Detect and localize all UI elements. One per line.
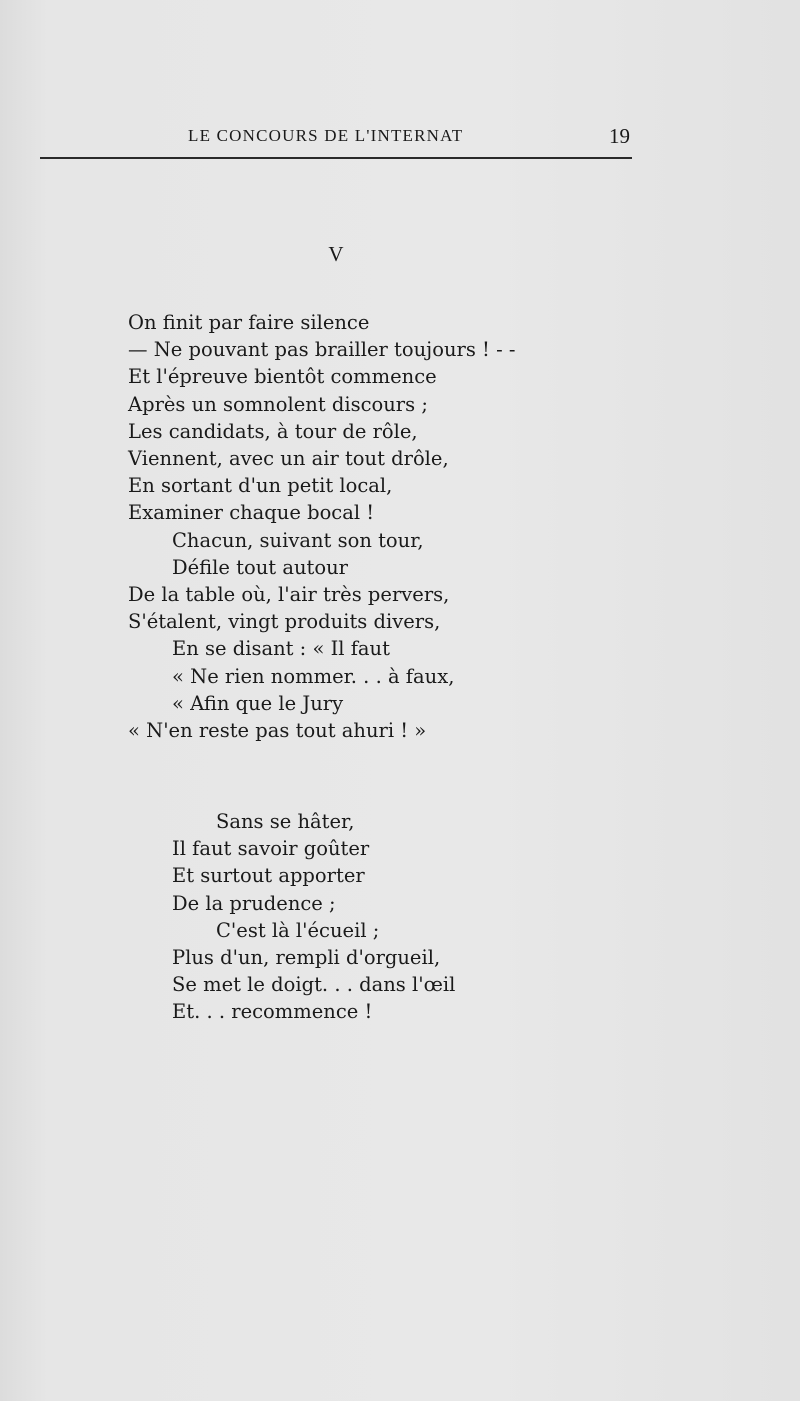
- verse-line-indented: « Ne rien nommer. . . à faux,: [172, 664, 455, 688]
- verse-line-indented: Chacun, suivant son tour,: [172, 528, 424, 552]
- verse-line: Examiner chaque bocal !: [128, 501, 375, 525]
- verse-line: — Ne pouvant pas brailler toujours ! - -: [128, 338, 516, 362]
- page-number: 19: [609, 124, 630, 148]
- verse-line-indented: En se disant : « Il faut: [172, 637, 390, 661]
- verse-line: De la table où, l'air très pervers,: [128, 583, 450, 607]
- verse-line: Il faut savoir goûter: [172, 837, 370, 861]
- verse-line: On finit par faire silence: [128, 311, 370, 334]
- verse-line: Viennent, avec un air tout drôle,: [128, 447, 449, 471]
- verse-line: En sortant d'un petit local,: [128, 474, 393, 498]
- header-rule: [40, 157, 632, 159]
- verse-line: Et l'épreuve bientôt commence: [128, 365, 437, 389]
- verse-line: Et. . . recommence !: [172, 1000, 373, 1024]
- section-numeral: V: [328, 242, 344, 266]
- verse-line: Se met le doigt. . . dans l'œil: [172, 973, 456, 997]
- verse-line: Plus d'un, rempli d'orgueil,: [172, 946, 441, 970]
- stanza-2: [172, 808, 455, 1026]
- verse-line: De la prudence ;: [172, 891, 336, 915]
- verse-line: S'étalent, vingt produits divers,: [128, 610, 441, 634]
- verse-line: Après un somnolent discours ;: [128, 392, 428, 416]
- verse-line: « N'en reste pas tout ahuri ! »: [128, 719, 427, 743]
- verse-line: Et surtout apporter: [172, 864, 365, 888]
- verse-line: Les candidats, à tour de rôle,: [128, 419, 418, 443]
- running-title: LE CONCOURS DE L'INTERNAT: [188, 126, 464, 145]
- verse-line-indented: Défile tout autour: [172, 555, 348, 579]
- verse-line-indented: Sans se hâter,: [216, 810, 355, 833]
- verse-line-indented: « Afin que le Jury: [172, 691, 344, 715]
- stanza-1: [128, 309, 515, 744]
- running-header: [40, 124, 632, 154]
- verse-line-indented: C'est là l'écueil ;: [216, 918, 380, 942]
